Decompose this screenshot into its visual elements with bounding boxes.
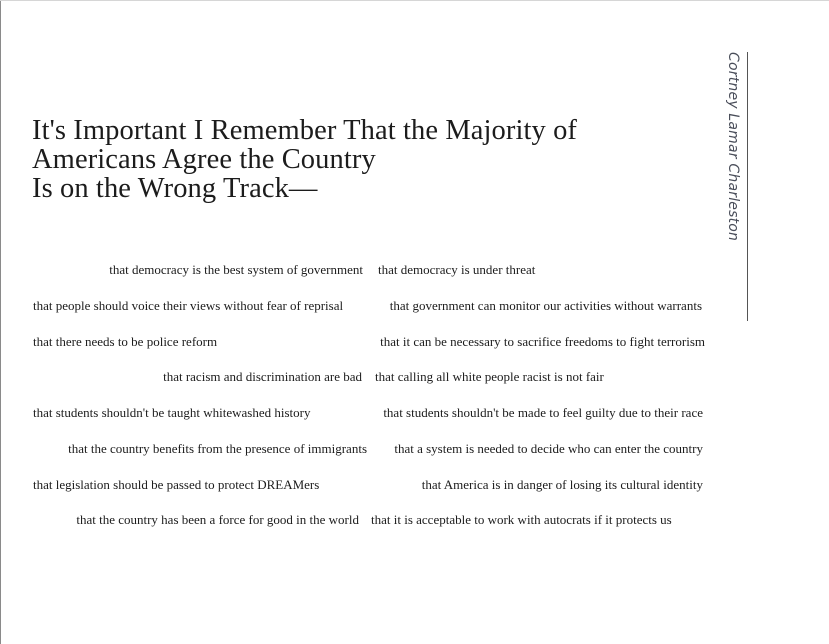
right-line-6: that a system is needed to decide who can enter the country — [394, 441, 703, 456]
author-name: Cortney Lamar Charleston — [725, 52, 741, 242]
left-line-6: that the country benefits from the presence of immigrants — [68, 441, 367, 456]
right-line-8: that it is acceptable to work with autocrats if it protects us — [371, 512, 672, 527]
right-line-3: that it can be necessary to sacrifice freedoms to fight terrorism — [380, 334, 705, 349]
left-line-3: that there needs to be police reform — [33, 334, 218, 349]
right-line-7: that America is in danger of losing its cultural identity — [421, 477, 703, 492]
title-line-1: It's Important I Remember That the Majority of — [32, 115, 578, 146]
right-line-1: that democracy is under threat — [378, 262, 536, 277]
left-line-7: that legislation should be passed to protect DREAMers — [33, 477, 320, 492]
left-line-1: that democracy is the best system of government — [109, 262, 363, 277]
right-line-4: that calling all white people racist is not fair — [375, 369, 604, 384]
right-line-5: that students shouldn't be made to feel guilty due to their race — [383, 405, 703, 420]
right-line-2: that government can monitor our activities without warrants — [389, 298, 702, 313]
left-line-4: that racism and discrimination are bad — [163, 369, 362, 384]
title-line-2: Americans Agree the Country — [32, 144, 376, 175]
title-line-3: Is on the Wrong Track— — [32, 173, 318, 204]
left-line-2: that people should voice their views without fear of reprisal — [33, 298, 344, 313]
left-line-8: that the country has been a force for good in the world — [76, 512, 359, 527]
left-line-5: that students shouldn't be taught whitewashed history — [33, 405, 311, 420]
